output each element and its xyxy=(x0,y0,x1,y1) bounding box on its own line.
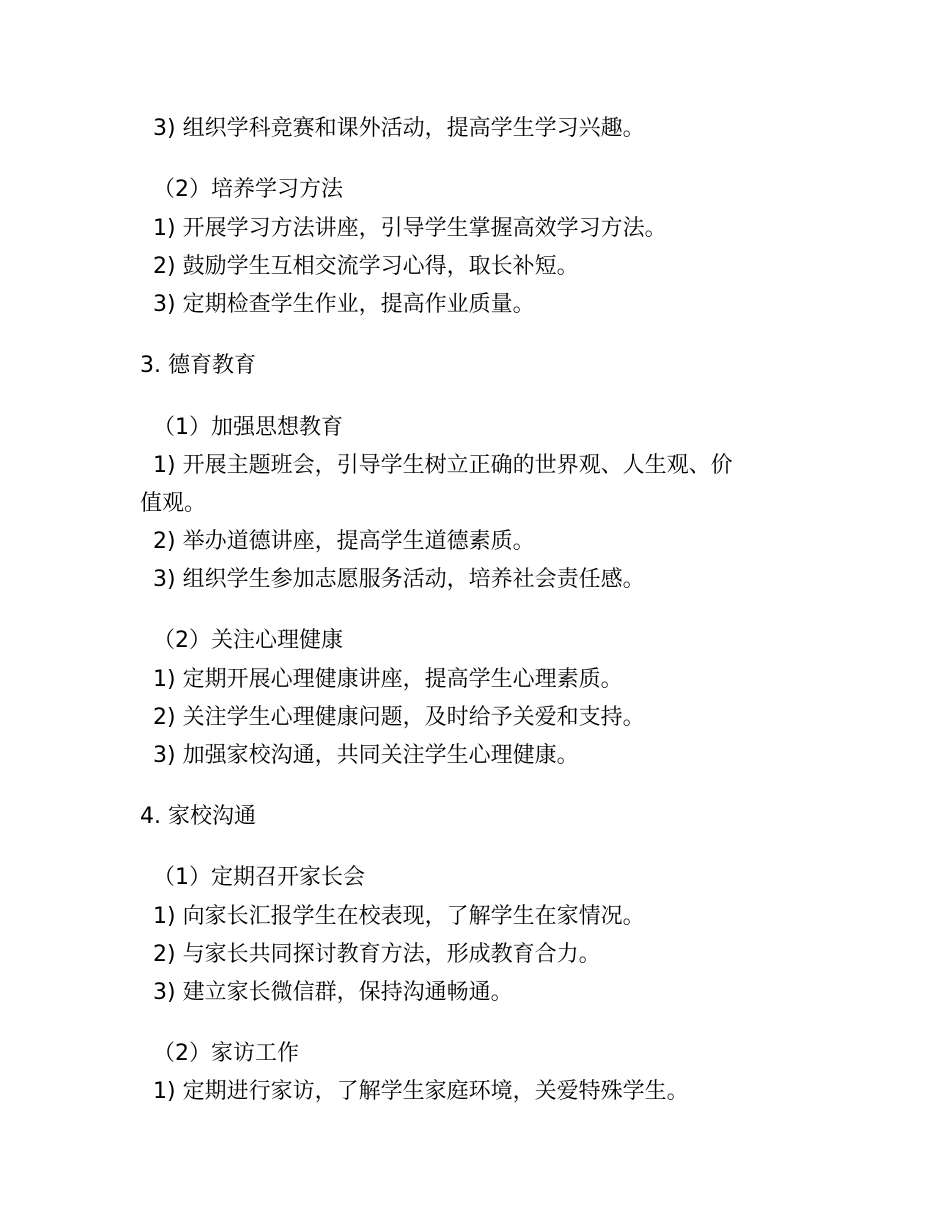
list-item-mental-health-lectures: 1) 定期开展心理健康讲座，提高学生心理素质。 xyxy=(153,667,623,692)
list-item-wechat-group: 3) 建立家长微信群，保持沟通畅通。 xyxy=(153,980,513,1005)
list-item-volunteer-activities: 3) 组织学生参加志愿服务活动，培养社会责任感。 xyxy=(153,567,645,592)
subsection-heading-ideological-education: （1）加强思想教育 xyxy=(153,415,343,440)
list-item-home-school-communication: 3) 加强家校沟通，共同关注学生心理健康。 xyxy=(153,743,579,768)
subsection-heading-parent-meetings: （1）定期召开家长会 xyxy=(153,865,365,890)
list-item-check-homework: 3) 定期检查学生作业，提高作业质量。 xyxy=(153,292,535,317)
subsection-heading-mental-health: （2）关注心理健康 xyxy=(153,628,343,653)
list-item-mental-health-care: 2) 关注学生心理健康问题，及时给予关爱和支持。 xyxy=(153,705,645,730)
list-item-theme-meetings: 1) 开展主题班会，引导学生树立正确的世界观、人生观、价 xyxy=(153,453,733,478)
list-item-report-to-parents: 1) 向家长汇报学生在校表现，了解学生在家情况。 xyxy=(153,904,645,929)
list-item-discuss-methods: 2) 与家长共同探讨教育方法，形成教育合力。 xyxy=(153,942,601,967)
list-item-exchange-experience: 2) 鼓励学生互相交流学习心得，取长补短。 xyxy=(153,254,579,279)
list-item-moral-lectures: 2) 举办道德讲座，提高学生道德素质。 xyxy=(153,529,535,554)
subsection-heading-home-visits: （2）家访工作 xyxy=(153,1041,299,1066)
list-item-method-lectures: 1) 开展学习方法讲座，引导学生掌握高效学习方法。 xyxy=(153,216,667,241)
list-item-organize-competitions: 3) 组织学科竞赛和课外活动，提高学生学习兴趣。 xyxy=(153,116,645,141)
subsection-heading-learning-methods: （2）培养学习方法 xyxy=(153,177,343,202)
list-item-regular-home-visits: 1) 定期进行家访，了解学生家庭环境，关爱特殊学生。 xyxy=(153,1079,689,1104)
section-heading-home-school: 4. 家校沟通 xyxy=(140,804,256,829)
section-heading-moral-education: 3. 德育教育 xyxy=(140,353,256,378)
list-item-theme-meetings-continued: 值观。 xyxy=(140,491,207,516)
